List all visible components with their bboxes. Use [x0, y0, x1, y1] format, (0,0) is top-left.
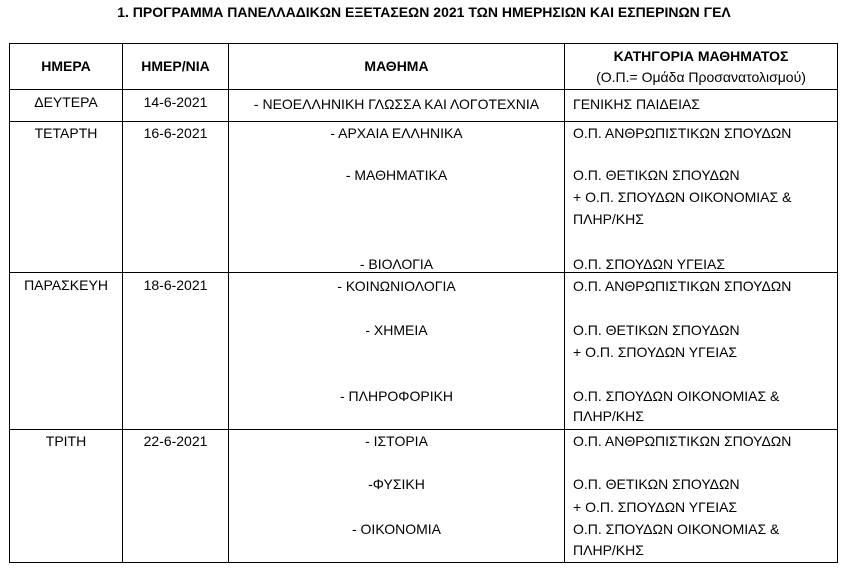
subject-cell: - ΧΗΜΕΙΑ: [365, 322, 428, 338]
document-title: 1. ΠΡΟΓΡΑΜΜΑ ΠΑΝΕΛΛΑΔΙΚΩΝ ΕΞΕΤΑΣΕΩΝ 2021 ΤΩΝ ΗΜΕΡΗΣΙΩΝ ΚΑΙ ΕΣΠΕΡΙΝΩΝ ΓΕΛ: [117, 4, 731, 20]
category-line: Ο.Π. ΣΠΟΥΔΩΝ ΟΙΚΟΝΟΜΙΑΣ &: [573, 388, 780, 404]
subject-cell: - ΠΛΗΡΟΦΟΡΙΚΗ: [339, 388, 454, 404]
subject-cell: -ΦΥΣΙΚΗ: [368, 476, 425, 492]
category-line: Ο.Π. ΑΝΘΡΩΠΙΣΤΙΚΩΝ ΣΠΟΥΔΩΝ: [573, 125, 792, 141]
subject-cell: - ΝΕΟΕΛΛΗΝΙΚΗ ΓΛΩΣΣΑ ΚΑΙ ΛΟΓΟΤΕΧΝΙΑ: [253, 96, 540, 112]
subject-cell: - ΟΙΚΟΝΟΜΙΑ: [351, 521, 442, 537]
category-line: ΓΕΝΙΚΗΣ ΠΑΙΔΕΙΑΣ: [573, 96, 700, 112]
category-line: + Ο.Π. ΣΠΟΥΔΩΝ ΥΓΕΙΑΣ: [573, 344, 738, 360]
subject-cell: - ΜΑΘΗΜΑΤΙΚΑ: [345, 167, 448, 183]
row-day: ΤΕΤΑΡΤΗ: [34, 125, 98, 141]
category-line: Ο.Π. ΘΕΤΙΚΩΝ ΣΠΟΥΔΩΝ: [573, 476, 740, 492]
category-line: + Ο.Π. ΣΠΟΥΔΩΝ ΥΓΕΙΑΣ: [573, 499, 738, 515]
header-category-note: (Ο.Π.= Ομάδα Προσανατολισμού): [596, 69, 806, 85]
category-line: ΠΛΗΡ/ΚΗΣ: [573, 408, 644, 424]
category-line: Ο.Π. ΘΕΤΙΚΩΝ ΣΠΟΥΔΩΝ: [573, 322, 740, 338]
exam-schedule-table: [9, 43, 838, 563]
category-line: Ο.Π. ΑΝΘΡΩΠΙΣΤΙΚΩΝ ΣΠΟΥΔΩΝ: [573, 433, 792, 449]
subject-cell: - ΑΡΧΑΙΑ ΕΛΛΗΝΙΚΑ: [330, 125, 463, 141]
category-line: ΠΛΗΡ/ΚΗΣ: [573, 542, 644, 558]
category-line: Ο.Π. ΣΠΟΥΔΩΝ ΥΓΕΙΑΣ: [573, 256, 726, 272]
category-line: Ο.Π. ΘΕΤΙΚΩΝ ΣΠΟΥΔΩΝ: [573, 167, 740, 183]
category-line: ΠΛΗΡ/ΚΗΣ: [573, 211, 644, 227]
row-date: 14-6-2021: [143, 94, 208, 110]
header-day: ΗΜΕΡΑ: [41, 58, 91, 74]
row-date: 16-6-2021: [143, 125, 208, 141]
row-divider: [10, 121, 837, 122]
row-date: 22-6-2021: [143, 433, 208, 449]
category-line: Ο.Π. ΑΝΘΡΩΠΙΣΤΙΚΩΝ ΣΠΟΥΔΩΝ: [573, 278, 792, 294]
subject-cell: - ΚΟΙΝΩΝΙΟΛΟΓΙΑ: [337, 278, 456, 294]
row-divider: [10, 89, 837, 90]
row-date: 18-6-2021: [143, 277, 208, 293]
category-line: + Ο.Π. ΣΠΟΥΔΩΝ ΟΙΚΟΝΟΜΙΑΣ &: [573, 189, 792, 205]
header-date: ΗΜΕΡ/ΝΙΑ: [141, 58, 210, 74]
header-subject: ΜΑΘΗΜΑ: [364, 58, 429, 74]
row-day: ΔΕΥΤΕΡΑ: [34, 94, 98, 110]
row-day: ΤΡΙΤΗ: [45, 433, 87, 449]
row-divider: [10, 429, 837, 430]
header-category: ΚΑΤΗΓΟΡΙΑ ΜΑΘΗΜΑΤΟΣ: [613, 48, 789, 64]
subject-cell: - ΙΣΤΟΡΙΑ: [365, 433, 428, 449]
subject-cell: - ΒΙΟΛΟΓΙΑ: [359, 256, 434, 272]
category-line: Ο.Π. ΣΠΟΥΔΩΝ ΟΙΚΟΝΟΜΙΑΣ &: [573, 521, 780, 537]
row-day: ΠΑΡΑΣΚΕΥΗ: [24, 277, 108, 293]
